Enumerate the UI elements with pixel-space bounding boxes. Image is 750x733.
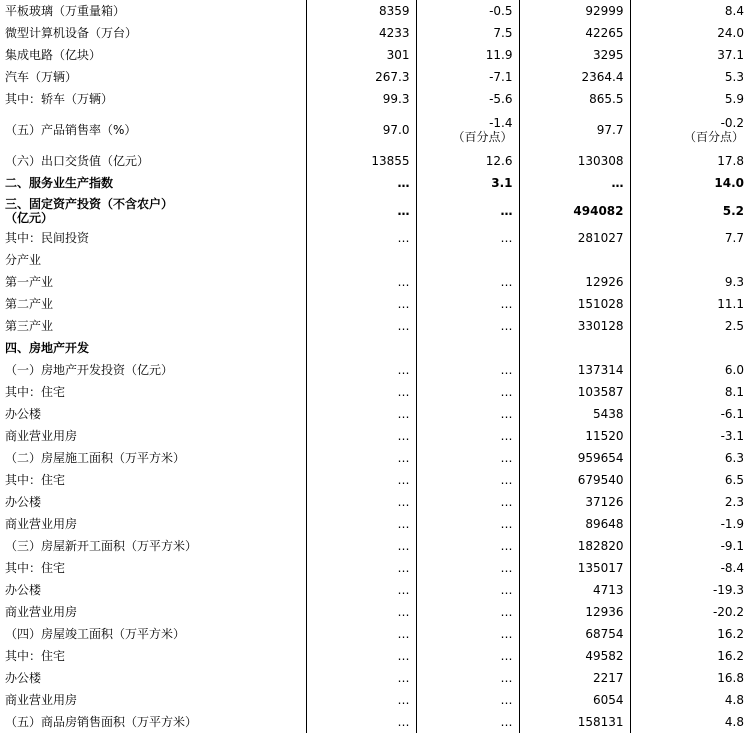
cell-cumulative-value: 494082 <box>519 194 630 227</box>
table-row <box>0 623 750 645</box>
cell-cumulative-growth <box>630 110 750 150</box>
row-label: 其中：住宅 <box>5 473 66 487</box>
section-heading-line1: 三、固定资产投资（不含农户） <box>5 196 174 211</box>
table-row <box>0 579 750 601</box>
cell-current-value: … <box>306 381 416 403</box>
cell-cumulative-value: 89648 <box>519 513 630 535</box>
cell-current-value: … <box>306 689 416 711</box>
section-heading <box>0 194 306 227</box>
cell-current-growth: … <box>416 227 519 249</box>
cell-cumulative-value: 68754 <box>519 623 630 645</box>
cell-cumulative-growth: -3.1 <box>630 425 750 447</box>
cell-cumulative-value: 182820 <box>519 535 630 557</box>
cell-current-growth: … <box>416 513 519 535</box>
cell-cumulative-growth: 5.2 <box>630 194 750 227</box>
cell-cumulative-value <box>519 337 630 359</box>
table-row <box>0 491 750 513</box>
row-label: （三）房屋新开工面积（万平方米） <box>5 539 198 553</box>
row-label: （五）产品销售率（%） <box>5 123 137 137</box>
cell-current-value: … <box>306 315 416 337</box>
row-label: 微型计算机设备（万台） <box>5 26 138 40</box>
table-row <box>0 667 750 689</box>
cell-current-value: … <box>306 711 416 733</box>
cell-current-value: 4233 <box>306 22 416 44</box>
cell-cumulative-value: 2364.4 <box>519 66 630 88</box>
cell-cumulative-value: 5438 <box>519 403 630 425</box>
row-label: 商业营业用房 <box>5 693 78 707</box>
row-label: 办公楼 <box>5 495 42 509</box>
cell-cumulative-value: 12936 <box>519 601 630 623</box>
row-label: （二）房屋施工面积（万平方米） <box>5 451 186 465</box>
cell-current-value: 267.3 <box>306 66 416 88</box>
cell-cumulative-value: 3295 <box>519 44 630 66</box>
cell-cumulative-growth: 14.0 <box>630 172 750 194</box>
cell-cumulative-growth: 16.8 <box>630 667 750 689</box>
table-row <box>0 447 750 469</box>
cell-current-growth: -7.1 <box>416 66 519 88</box>
cell-current-growth: … <box>416 645 519 667</box>
cell-cumulative-growth: 7.7 <box>630 227 750 249</box>
cell-current-value: … <box>306 293 416 315</box>
cell-current-growth <box>416 110 519 150</box>
row-label: 办公楼 <box>5 671 42 685</box>
cell-current-value: … <box>306 425 416 447</box>
row-label: 第一产业 <box>5 275 54 289</box>
cell-cumulative-growth: 37.1 <box>630 44 750 66</box>
row-label: 第二产业 <box>5 297 54 311</box>
cell-cumulative-value: 959654 <box>519 447 630 469</box>
cell-cumulative-value: 4713 <box>519 579 630 601</box>
cell-current-growth: … <box>416 403 519 425</box>
table-row <box>0 359 750 381</box>
table-row <box>0 227 750 249</box>
cell-current-growth: … <box>416 425 519 447</box>
cell-cumulative-value: 103587 <box>519 381 630 403</box>
cell-cumulative-value: 12926 <box>519 271 630 293</box>
cell-current-growth: 3.1 <box>416 172 519 194</box>
cell-current-value: … <box>306 645 416 667</box>
cell-current-growth <box>416 249 519 271</box>
cell-cumulative-growth: 5.3 <box>630 66 750 88</box>
cell-current-growth: … <box>416 601 519 623</box>
cell-cumulative-growth: 17.8 <box>630 150 750 172</box>
section-heading: 四、房地产开发 <box>5 341 90 355</box>
cell-cumulative-growth: -20.2 <box>630 601 750 623</box>
row-label: 商业营业用房 <box>5 429 78 443</box>
cell-current-growth: … <box>416 293 519 315</box>
row-label: 汽车（万辆） <box>5 70 78 84</box>
cell-current-growth: 12.6 <box>416 150 519 172</box>
cell-current-growth: -0.5 <box>416 0 519 22</box>
table-row <box>0 293 750 315</box>
row-label: （一）房地产开发投资（亿元） <box>5 363 174 377</box>
cell-current-growth: 7.5 <box>416 22 519 44</box>
cell-cumulative-growth: 4.8 <box>630 689 750 711</box>
table-row <box>0 22 750 44</box>
cell-current-value: … <box>306 601 416 623</box>
cell-current-value: … <box>306 491 416 513</box>
row-label: 其中：住宅 <box>5 649 66 663</box>
cell-current-growth: 11.9 <box>416 44 519 66</box>
cell-current-growth: … <box>416 711 519 733</box>
table-row <box>0 425 750 447</box>
cell-cumulative-growth: 6.0 <box>630 359 750 381</box>
cell-cumulative-value: 6054 <box>519 689 630 711</box>
cell-current-growth: … <box>416 194 519 227</box>
table-row <box>0 689 750 711</box>
cell-current-value <box>306 337 416 359</box>
cell-current-value: 13855 <box>306 150 416 172</box>
row-label: 平板玻璃（万重量箱） <box>5 4 126 18</box>
cell-current-value: … <box>306 469 416 491</box>
cell-cumulative-growth: -1.9 <box>630 513 750 535</box>
cell-current-value: … <box>306 227 416 249</box>
cell-cumulative-value: 49582 <box>519 645 630 667</box>
table-row <box>0 403 750 425</box>
cell-cumulative-value: 158131 <box>519 711 630 733</box>
cell-current-value: 301 <box>306 44 416 66</box>
cell-cumulative-value: 137314 <box>519 359 630 381</box>
cell-cumulative-value <box>519 249 630 271</box>
cell-current-growth <box>416 337 519 359</box>
cell-cumulative-value: 2217 <box>519 667 630 689</box>
table-row <box>0 66 750 88</box>
cell-cumulative-growth: 5.9 <box>630 88 750 110</box>
row-label: 办公楼 <box>5 407 42 421</box>
cell-cumulative-growth: 24.0 <box>630 22 750 44</box>
table-row <box>0 271 750 293</box>
cell-cumulative-growth: 2.5 <box>630 315 750 337</box>
cell-cumulative-growth: 8.4 <box>630 0 750 22</box>
table-row <box>0 513 750 535</box>
cell-current-growth: … <box>416 667 519 689</box>
cell-current-growth: … <box>416 381 519 403</box>
row-label: 其中：住宅 <box>5 385 66 399</box>
row-label: 分产业 <box>5 253 42 267</box>
section-heading: 二、服务业生产指数 <box>5 176 114 190</box>
cell-current-growth: … <box>416 535 519 557</box>
cell-current-value: … <box>306 557 416 579</box>
cell-current-growth: … <box>416 491 519 513</box>
row-label: 商业营业用房 <box>5 517 78 531</box>
row-label: （五）商品房销售面积（万平方米） <box>5 715 198 729</box>
cell-current-value: … <box>306 535 416 557</box>
cell-current-value: … <box>306 623 416 645</box>
cell-current-growth: … <box>416 579 519 601</box>
table-row <box>0 601 750 623</box>
cell-cumulative-growth: -9.1 <box>630 535 750 557</box>
row-label: 第三产业 <box>5 319 54 333</box>
table-row <box>0 469 750 491</box>
table-row <box>0 194 750 227</box>
cell-cumulative-growth: 8.1 <box>630 381 750 403</box>
cell-current-value: 99.3 <box>306 88 416 110</box>
row-label: 集成电路（亿块） <box>5 48 102 62</box>
cell-cumulative-value: 11520 <box>519 425 630 447</box>
table-row <box>0 535 750 557</box>
cell-current-value: … <box>306 271 416 293</box>
cell-cumulative-growth <box>630 249 750 271</box>
cell-cumulative-growth: 16.2 <box>630 623 750 645</box>
cell-current-value: … <box>306 403 416 425</box>
row-label: 其中：住宅 <box>5 561 66 575</box>
cell-cumulative-value: 281027 <box>519 227 630 249</box>
cell-current-growth: … <box>416 447 519 469</box>
row-label: 其中：民间投资 <box>5 231 90 245</box>
cell-cumulative-value: 135017 <box>519 557 630 579</box>
growth-value: -0.2 <box>720 116 744 130</box>
cell-cumulative-growth: 4.8 <box>630 711 750 733</box>
cell-current-value: … <box>306 513 416 535</box>
cell-cumulative-value: 42265 <box>519 22 630 44</box>
cell-current-growth: … <box>416 469 519 491</box>
cell-cumulative-value: 92999 <box>519 0 630 22</box>
table-row <box>0 645 750 667</box>
row-label: （四）房屋竣工面积（万平方米） <box>5 627 186 641</box>
table-row <box>0 249 750 271</box>
growth-value: -1.4 <box>489 116 513 130</box>
cell-current-growth: … <box>416 689 519 711</box>
cell-current-value: 97.0 <box>306 110 416 150</box>
cell-current-value <box>306 249 416 271</box>
table-row <box>0 381 750 403</box>
cell-current-value: … <box>306 172 416 194</box>
table-row <box>0 0 750 22</box>
cell-current-growth: … <box>416 315 519 337</box>
cell-cumulative-value: 37126 <box>519 491 630 513</box>
cell-cumulative-growth: 6.3 <box>630 447 750 469</box>
cell-cumulative-growth: 16.2 <box>630 645 750 667</box>
cell-cumulative-growth: 2.3 <box>630 491 750 513</box>
cell-current-value: 8359 <box>306 0 416 22</box>
cell-current-growth: … <box>416 271 519 293</box>
cell-cumulative-value: 679540 <box>519 469 630 491</box>
row-label: 办公楼 <box>5 583 42 597</box>
table-row <box>0 44 750 66</box>
table-row <box>0 88 750 110</box>
cell-cumulative-value: 330128 <box>519 315 630 337</box>
table-row <box>0 150 750 172</box>
cell-cumulative-growth: 11.1 <box>630 293 750 315</box>
table-row <box>0 337 750 359</box>
row-label: （六）出口交货值（亿元） <box>5 154 150 168</box>
cell-current-value: … <box>306 667 416 689</box>
row-label: 其中：轿车（万辆） <box>5 92 114 106</box>
cell-cumulative-value: 865.5 <box>519 88 630 110</box>
cell-cumulative-value: 97.7 <box>519 110 630 150</box>
cell-current-value: … <box>306 447 416 469</box>
cell-cumulative-growth: 9.3 <box>630 271 750 293</box>
table-row <box>0 711 750 733</box>
cell-current-growth: … <box>416 359 519 381</box>
growth-unit: （百分点） <box>683 130 744 144</box>
cell-cumulative-value: 130308 <box>519 150 630 172</box>
cell-cumulative-value: … <box>519 172 630 194</box>
table-row <box>0 110 750 150</box>
row-label: 商业营业用房 <box>5 605 78 619</box>
cell-current-growth: -5.6 <box>416 88 519 110</box>
cell-current-growth: … <box>416 623 519 645</box>
section-heading-line2: （亿元） <box>5 210 54 225</box>
cell-cumulative-growth: 6.5 <box>630 469 750 491</box>
cell-cumulative-value: 151028 <box>519 293 630 315</box>
cell-current-value: … <box>306 359 416 381</box>
cell-current-growth: … <box>416 557 519 579</box>
cell-current-value: … <box>306 579 416 601</box>
cell-cumulative-growth <box>630 337 750 359</box>
growth-unit: （百分点） <box>452 130 513 144</box>
table-row <box>0 315 750 337</box>
cell-cumulative-growth: -8.4 <box>630 557 750 579</box>
table-row <box>0 172 750 194</box>
table-row <box>0 557 750 579</box>
cell-current-value: … <box>306 194 416 227</box>
cell-cumulative-growth: -6.1 <box>630 403 750 425</box>
cell-cumulative-growth: -19.3 <box>630 579 750 601</box>
